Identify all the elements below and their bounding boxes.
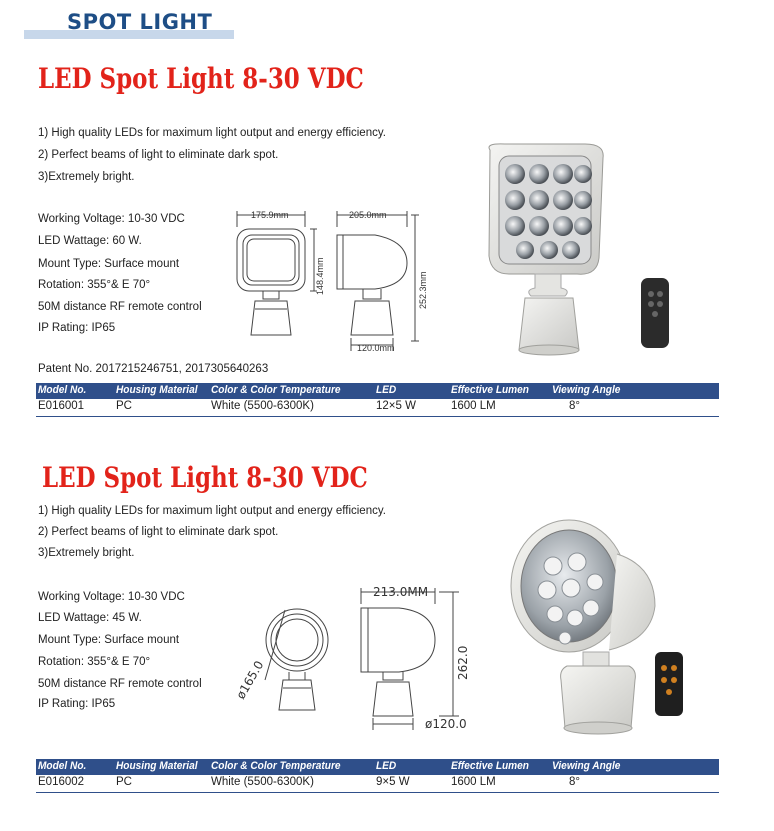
col-lumen: Effective Lumen xyxy=(451,384,529,396)
product-1-title: LED Spot Light 8-30 VDC xyxy=(38,62,364,95)
cell-angle: 8° xyxy=(569,776,580,788)
col-color: Color & Color Temperature xyxy=(211,384,341,396)
dim-base-2: ø120.0 xyxy=(425,717,467,731)
cell-lumen: 1600 LM xyxy=(451,776,496,788)
col-angle: Viewing Angle xyxy=(552,384,621,396)
cell-lumen: 1600 LM xyxy=(451,400,496,412)
product-1-spec-rotation: Rotation: 355°& E 70° xyxy=(38,279,151,291)
dim-height-2: 262.0 xyxy=(456,645,470,680)
product-1-feature-1: 1) High quality LEDs for maximum light output and energy efficiency. xyxy=(38,127,386,139)
dim-width-top: 175.9mm xyxy=(251,210,289,220)
table-row xyxy=(36,399,719,417)
product-2-spec-rotation: Rotation: 355°& E 70° xyxy=(38,656,151,668)
col-model: Model No. xyxy=(38,760,87,772)
product-2-title: LED Spot Light 8-30 VDC xyxy=(42,461,368,494)
dim-depth-2: 213.0MM xyxy=(373,585,429,599)
cell-color: White (5500-6300K) xyxy=(211,400,314,412)
product-1-spec-mount: Mount Type: Surface mount xyxy=(38,258,180,270)
product-1-spec-ip: IP Rating: IP65 xyxy=(38,322,116,334)
product-2-feature-2: 2) Perfect beams of light to eliminate dark spot. xyxy=(38,526,279,538)
table-row xyxy=(36,775,719,793)
product-1-photo xyxy=(465,138,680,363)
col-housing: Housing Material xyxy=(116,760,198,772)
cell-housing: PC xyxy=(116,776,132,788)
product-2-feature-1: 1) High quality LEDs for maximum light output and energy efficiency. xyxy=(38,505,386,517)
cell-led: 12×5 W xyxy=(376,400,416,412)
dim-base: 120.0mm xyxy=(357,343,395,353)
cell-color: White (5500-6300K) xyxy=(211,776,314,788)
col-led: LED xyxy=(376,760,397,772)
dim-depth: 205.0mm xyxy=(349,210,387,220)
product-2-spec-wattage: LED Wattage: 45 W. xyxy=(38,612,142,624)
product-1-patent: Patent No. 2017215246751, 2017305640263 xyxy=(38,363,269,375)
product-2-spec-voltage: Working Voltage: 10-30 VDC xyxy=(38,591,185,603)
dim-height: 252.3mm xyxy=(418,271,428,309)
cell-led: 9×5 W xyxy=(376,776,410,788)
cell-housing: PC xyxy=(116,400,132,412)
col-housing: Housing Material xyxy=(116,384,198,396)
product-1-spec-voltage: Working Voltage: 10-30 VDC xyxy=(38,213,185,225)
col-lumen: Effective Lumen xyxy=(451,760,529,772)
product-1-spec-remote: 50M distance RF remote control xyxy=(38,301,202,313)
col-model: Model No. xyxy=(38,384,87,396)
product-1-dimension-drawing xyxy=(225,205,440,355)
dim-diameter-2: ø165.0 xyxy=(233,658,267,702)
product-2-photo xyxy=(505,510,720,750)
page-title: SPOT LIGHT xyxy=(67,10,213,34)
cell-angle: 8° xyxy=(569,400,580,412)
cell-model: E016002 xyxy=(38,776,85,788)
product-2-dimension-drawing xyxy=(225,580,495,740)
cell-model: E016001 xyxy=(38,400,85,412)
dim-height-front: 148.4mm xyxy=(315,257,325,295)
product-2-feature-3: 3)Extremely bright. xyxy=(38,547,135,559)
product-2-table-header xyxy=(36,759,719,775)
remote-control-icon xyxy=(655,652,683,716)
col-angle: Viewing Angle xyxy=(552,760,621,772)
remote-control-icon xyxy=(641,278,669,348)
product-2-spec-ip: IP Rating: IP65 xyxy=(38,698,116,710)
product-1-feature-3: 3)Extremely bright. xyxy=(38,171,135,183)
col-led: LED xyxy=(376,384,397,396)
product-1-feature-2: 2) Perfect beams of light to eliminate dark spot. xyxy=(38,149,279,161)
product-1-table-header xyxy=(36,383,719,399)
col-color: Color & Color Temperature xyxy=(211,760,341,772)
product-2-spec-remote: 50M distance RF remote control xyxy=(38,678,202,690)
product-2-spec-mount: Mount Type: Surface mount xyxy=(38,634,180,646)
product-1-spec-wattage: LED Wattage: 60 W. xyxy=(38,235,142,247)
